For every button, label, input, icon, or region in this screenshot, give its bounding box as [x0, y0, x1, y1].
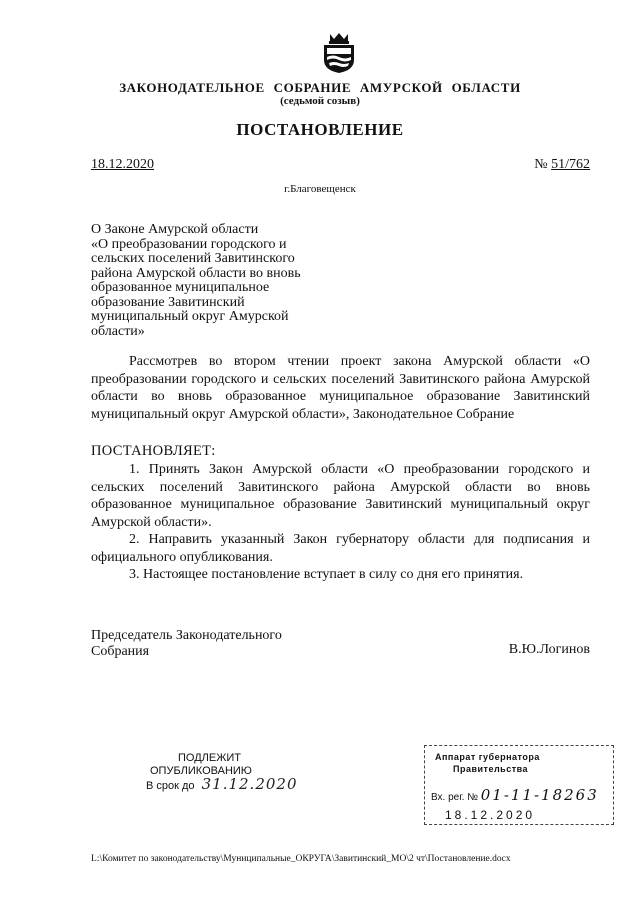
registration-date: 18.12.2020 [445, 808, 536, 822]
document-subject [91, 223, 321, 339]
decree-item: 3. Настоящее постановление вступает в силу со дня его принятия. [129, 567, 524, 582]
subject-line: О Законе Амурской области [91, 222, 259, 237]
signatory-name: В.Ю.Логинов [508, 642, 590, 657]
publish-stamp-line: ОПУБЛИКОВАНИЮ [150, 765, 252, 777]
publish-stamp-line: ПОДЛЕЖИТ [178, 752, 242, 764]
registration-number: 01-11-18263 [480, 786, 599, 804]
number-prefix: № [534, 157, 548, 172]
coat-of-arms-emblem [321, 30, 357, 74]
signatory-title-line: Собрания [91, 644, 150, 659]
subject-line: области» [91, 323, 145, 339]
decree-items [91, 461, 590, 584]
document-date [91, 157, 154, 173]
registration-label: Вх. рег. № [431, 792, 478, 803]
intro-paragraph [91, 353, 590, 423]
publish-stamp-deadline [140, 775, 300, 793]
date-value: 18.12.2020 [91, 157, 154, 172]
registration-stamp [424, 745, 614, 825]
amur-coat-of-arms-icon [321, 30, 357, 74]
signatory-title-line: Председатель Законодательного [91, 628, 282, 643]
subject-line: образование Завитинский [91, 294, 245, 310]
subject-line: района Амурской области во вновь [91, 265, 301, 281]
publish-stamp [140, 752, 300, 793]
intro-text: Рассмотрев во втором чтении проект закона Амурской области «О преобразовании городского и сельских поселений Завитинского района Амурской области во вновь образованное муниципальное образование Завитинский муниципальный округ Амурской области», Законодательное Собрание [91, 354, 590, 422]
document-number [534, 157, 590, 173]
decree-item: 2. Направить указанный Закон губернатору области для подписания и официального опубликования. [91, 532, 590, 565]
subject-line: муниципальный округ Амурской [91, 309, 289, 324]
file-path-footer: L:\Комитет по законодательству\Муниципальные_ОКРУГА\Завитинский_МО\2 чт\Постановление.docx [91, 854, 511, 864]
deadline-prefix: В срок до [146, 780, 195, 792]
registration-stamp-line: Правительства [453, 764, 529, 774]
city-label: г.Благовещенск [284, 183, 356, 195]
decree-word: ПОСТАНОВЛЯЕТ: [91, 443, 216, 459]
number-value: 51/762 [551, 157, 590, 172]
handwritten-deadline: 31.12.2020 [201, 775, 298, 793]
subject-line: образованное муниципальное [91, 280, 270, 295]
convocation-label: (седьмой созыв) [280, 95, 360, 107]
document-type-title: ПОСТАНОВЛЕНИЕ [236, 120, 404, 139]
decree-item: 1. Принять Закон Амурской области «О преобразовании городского и сельских поселений Завитинского района Амурской области во вновь образованное муниципальное образование Завитинский муниципальный округ Амурской области». [91, 462, 590, 530]
subject-line: «О преобразовании городского и [91, 236, 287, 252]
registration-stamp-line: Аппарат губернатора [435, 752, 540, 762]
signatory-title [91, 628, 282, 660]
organization-title: ЗАКОНОДАТЕЛЬНОЕ СОБРАНИЕ АМУРСКОЙ ОБЛАСТИ [119, 80, 521, 95]
subject-line: сельских поселений Завитинского [91, 251, 295, 266]
registration-number-row [431, 786, 599, 804]
